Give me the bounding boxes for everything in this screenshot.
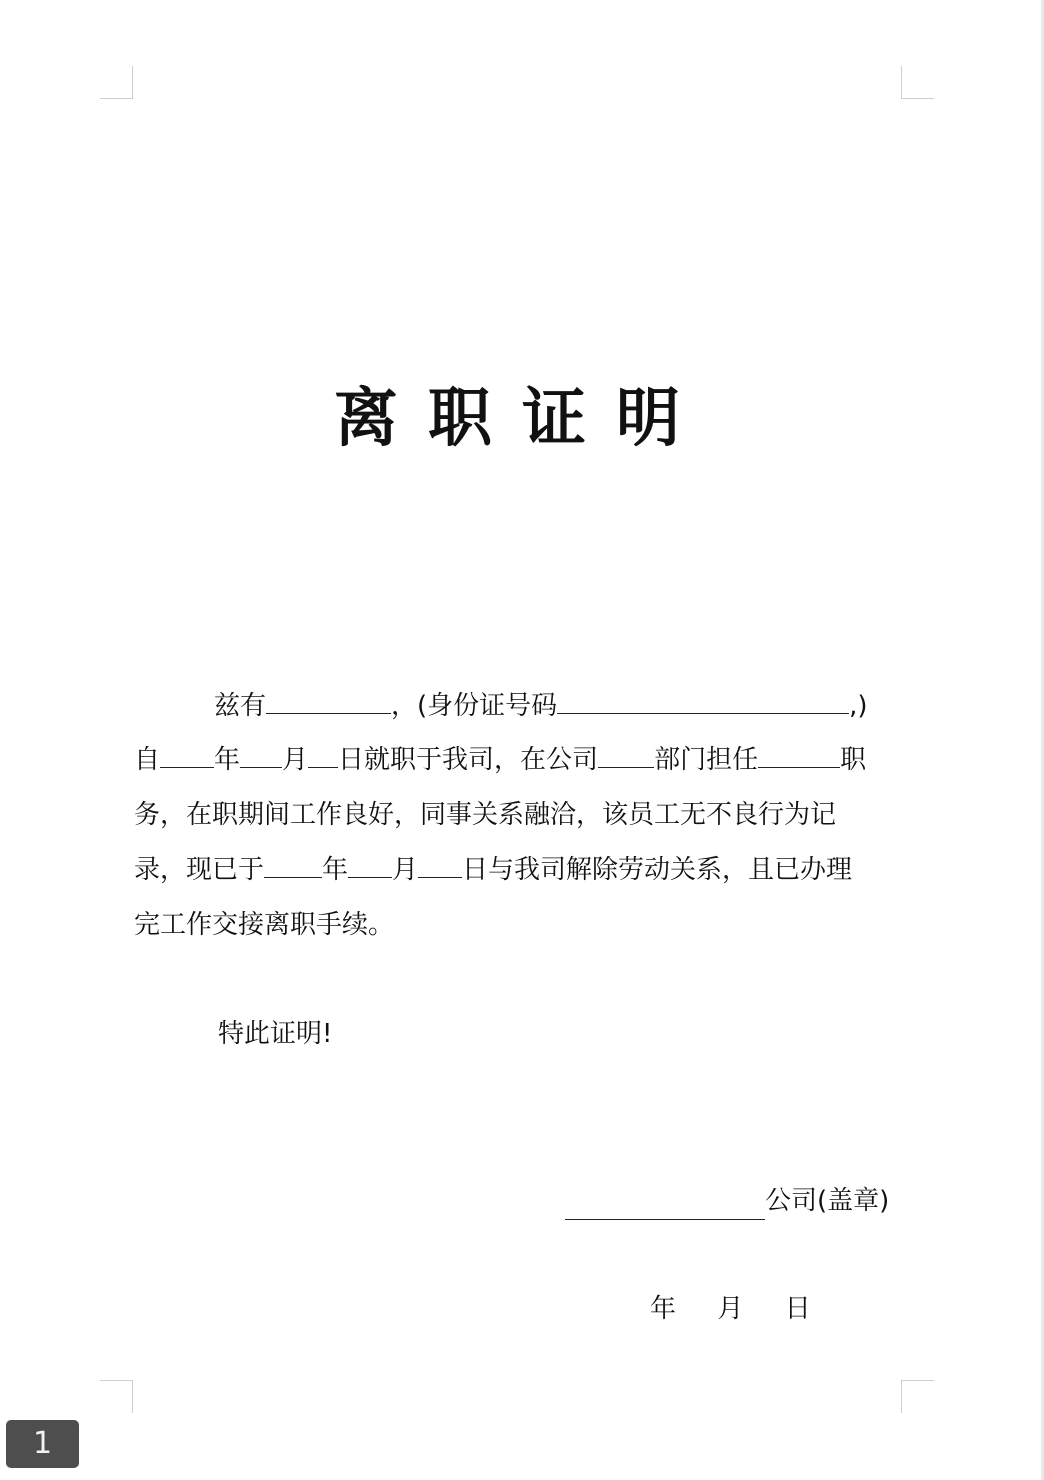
- text-segment: 部门担任: [654, 745, 759, 775]
- text-segment: 录，现已于: [134, 855, 265, 885]
- company-seal-label: 公司(盖章): [765, 1186, 890, 1216]
- date-month: 月: [717, 1294, 744, 1324]
- margin-mark-top-left: [100, 66, 133, 99]
- department-blank[interactable]: [598, 741, 654, 768]
- start-month-blank[interactable]: [240, 741, 282, 768]
- signature-date: [650, 1290, 811, 1328]
- body-line-1: [134, 687, 902, 725]
- end-month-blank[interactable]: [348, 851, 392, 878]
- closing-statement: 特此证明!: [218, 1019, 333, 1049]
- margin-mark-bottom-left: [100, 1380, 133, 1413]
- text-segment: 月: [392, 855, 419, 885]
- text-segment: 兹有: [214, 691, 267, 721]
- text-segment: 日就职于我司，在公司: [338, 745, 599, 775]
- body-line-4: [134, 851, 902, 889]
- body-line-3: [134, 796, 902, 834]
- margin-mark-top-right: [901, 66, 934, 99]
- margin-mark-bottom-right: [901, 1380, 934, 1413]
- body-line-2: [134, 741, 902, 779]
- text-segment: 自: [134, 745, 161, 775]
- text-segment: 职: [840, 745, 867, 775]
- position-blank[interactable]: [758, 741, 840, 768]
- id-number-blank[interactable]: [557, 687, 849, 714]
- start-year-blank[interactable]: [160, 741, 214, 768]
- start-day-blank[interactable]: [308, 741, 338, 768]
- date-year: 年: [650, 1294, 677, 1324]
- text-segment: 月: [282, 745, 309, 775]
- text-segment: 日与我司解除劳动关系，且已办理: [462, 855, 853, 885]
- text-segment: 年: [322, 855, 349, 885]
- company-name-blank[interactable]: [565, 1183, 765, 1220]
- name-blank[interactable]: [266, 687, 391, 714]
- text-segment: 年: [214, 745, 241, 775]
- text-segment: ，(身份证号码: [391, 691, 558, 721]
- body-line-5: [134, 906, 902, 944]
- end-year-blank[interactable]: [264, 851, 322, 878]
- text-segment: 完工作交接离职手续。: [134, 910, 395, 940]
- text-segment: ,): [849, 691, 868, 721]
- document-title: 离职证明: [334, 382, 710, 456]
- end-day-blank[interactable]: [418, 851, 462, 878]
- page-number-badge[interactable]: 1: [6, 1420, 79, 1468]
- date-day: 日: [784, 1294, 811, 1324]
- text-segment: 务，在职期间工作良好，同事关系融洽，该员工无不良行为记: [134, 800, 837, 830]
- company-signature: [565, 1180, 902, 1220]
